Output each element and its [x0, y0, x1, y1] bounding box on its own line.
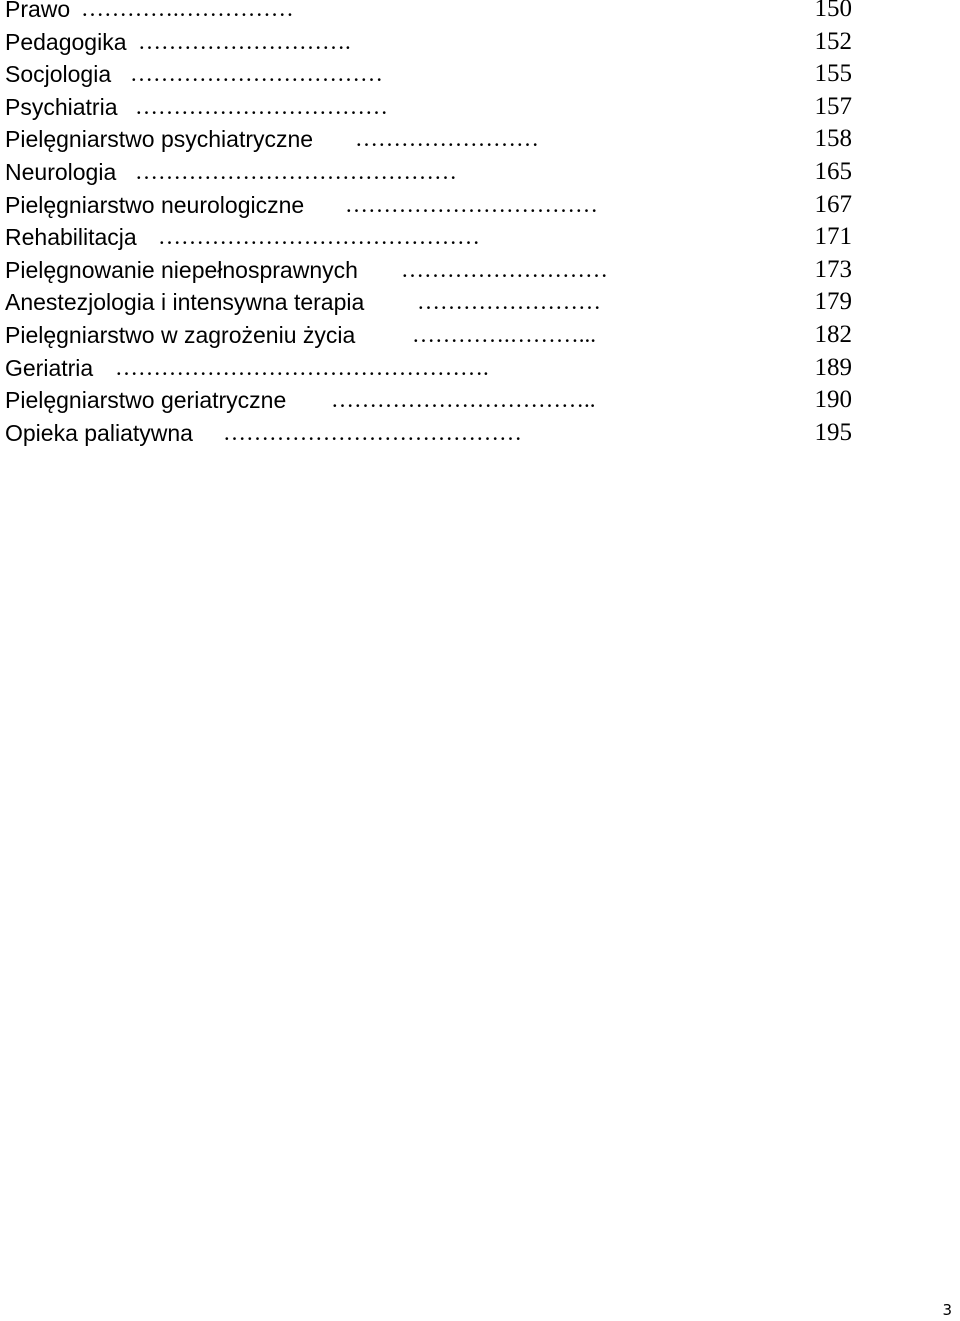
toc-entry-page: 189	[814, 353, 852, 381]
toc-entry-leader: …………………………………	[223, 419, 522, 445]
toc-entry-page: 150	[814, 0, 852, 22]
table-of-contents	[5, 0, 955, 449]
toc-entry-page: 155	[814, 60, 852, 88]
toc-entry-leader: ……………………	[355, 126, 539, 152]
toc-entry-leader: ……………………………	[345, 191, 598, 217]
toc-entry-title: Opieka paliatywna	[5, 419, 193, 446]
toc-entry-title: Socjologia	[5, 61, 112, 88]
toc-entry-title: Pielęgniarstwo w zagrożeniu życia	[5, 321, 356, 348]
toc-entry-page: 165	[814, 157, 852, 185]
toc-entry-page: 179	[814, 288, 852, 316]
toc-entry-pielegniarstwo-zagrozenie-zycia[interactable]	[5, 319, 955, 352]
toc-entry-pielegniarstwo-geriatryczne[interactable]	[5, 384, 955, 417]
toc-entry-geriatria[interactable]	[5, 352, 955, 385]
toc-entry-pielegnowanie-niepelnosprawnych[interactable]	[5, 254, 955, 287]
toc-entry-psychiatria[interactable]	[5, 91, 955, 124]
toc-entry-page: 152	[814, 27, 852, 55]
toc-entry-title: Pielęgniarstwo psychiatryczne	[5, 126, 314, 153]
toc-entry-title: Pielęgniarstwo neurologiczne	[5, 191, 305, 218]
toc-entry-socjologia[interactable]	[5, 58, 955, 91]
toc-entry-pedagogika[interactable]	[5, 26, 955, 59]
toc-entry-page: 157	[814, 92, 852, 120]
toc-entry-leader: ………….……………	[81, 0, 294, 21]
toc-entry-leader: ………….………...	[412, 321, 596, 347]
toc-entry-title: Pielęgniarstwo geriatryczne	[5, 387, 287, 414]
toc-entry-leader: ……………………………………	[135, 158, 457, 184]
toc-entry-title: Rehabilitacja	[5, 224, 137, 251]
page-number: 3	[942, 1301, 952, 1319]
toc-entry-title: Pedagogika	[5, 28, 127, 55]
toc-entry-title: Pielęgnowanie niepełnosprawnych	[5, 256, 358, 283]
toc-entry-leader: ……………………	[417, 289, 601, 315]
toc-entry-leader: ………………………	[401, 256, 608, 282]
toc-entry-pielegniarstwo-neurologiczne[interactable]	[5, 189, 955, 222]
toc-entry-title: Psychiatria	[5, 93, 118, 120]
toc-entry-page: 171	[814, 223, 852, 251]
toc-entry-opieka-paliatywna[interactable]	[5, 417, 955, 450]
toc-entry-title: Geriatria	[5, 354, 94, 381]
toc-entry-page: 195	[814, 418, 852, 446]
toc-entry-page: 158	[814, 125, 852, 153]
toc-entry-leader: ……………………….	[138, 28, 351, 54]
toc-entry-leader: ………………………………………….	[115, 354, 489, 380]
toc-entry-rehabilitacja[interactable]	[5, 221, 955, 254]
toc-entry-leader: ……………………………	[130, 61, 383, 87]
toc-entry-anestezjologia[interactable]	[5, 286, 955, 319]
toc-entry-leader: ……………………………………	[158, 224, 480, 250]
toc-entry-page: 190	[814, 386, 852, 414]
toc-entry-leader: ……………………………..	[331, 387, 596, 413]
toc-entry-title: Neurologia	[5, 158, 117, 185]
toc-entry-page: 167	[814, 190, 852, 218]
toc-entry-page: 173	[814, 255, 852, 283]
toc-entry-title: Anestezjologia i intensywna terapia	[5, 289, 365, 316]
toc-entry-pielegniarstwo-psychiatryczne[interactable]	[5, 123, 955, 156]
toc-entry-neurologia[interactable]	[5, 156, 955, 189]
toc-entry-leader: ……………………………	[135, 93, 388, 119]
toc-entry-title: Prawo	[5, 0, 71, 22]
toc-entry-prawo[interactable]	[5, 0, 955, 26]
toc-entry-page: 182	[814, 320, 852, 348]
